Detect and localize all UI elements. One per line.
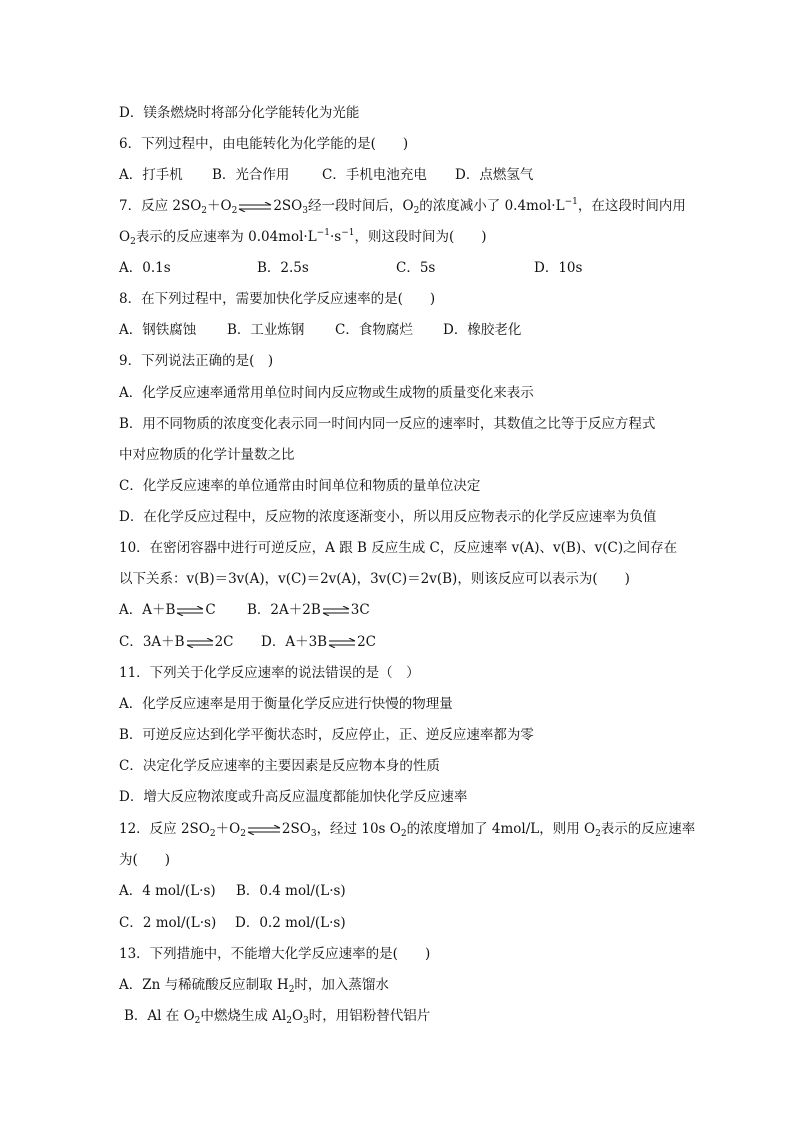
q12-option-d: D．0.2 mol/(L·s) xyxy=(235,915,346,931)
q7-stem-line1 xyxy=(119,196,686,216)
equilibrium-arrow-icon xyxy=(328,638,356,648)
q13-text: 时，用铝粉替代铝片 xyxy=(308,1008,431,1024)
q9-option-d: D．在化学反应过程中，反应物的浓度逐渐变小，所以用反应物表示的化学反应速率为负值 xyxy=(119,509,657,525)
q10-option-b xyxy=(247,600,370,620)
q7-text: 经一段时间后，O xyxy=(307,198,414,214)
q12-text: 表示的反应速率 xyxy=(600,821,696,837)
q13-text: 时，加入蒸馏水 xyxy=(294,977,389,993)
q10-option-d-right: 2C xyxy=(357,634,377,650)
q6-option-c: C．手机电池充电 xyxy=(322,167,427,183)
q12-text: ＋O xyxy=(215,821,241,837)
equilibrium-arrow-icon xyxy=(238,202,272,212)
equilibrium-arrow-icon xyxy=(176,606,204,616)
subscript: 2 xyxy=(595,829,601,839)
subscript: 3 xyxy=(310,829,317,839)
q13-text: B．Al 在 O xyxy=(124,1008,195,1024)
q10-option-b-right: 3C xyxy=(350,602,370,618)
q12-text: 2SO xyxy=(281,821,311,837)
q13-option-a xyxy=(119,975,389,995)
q7-text: 表示的反应速率为 0.04mol·L xyxy=(135,229,317,245)
q10-option-c-left: C．3A＋B xyxy=(119,634,185,650)
q8-stem: 8．在下列过程中，需要加快化学反应速率的是( ) xyxy=(119,291,436,307)
q5-option-d: D．镁条燃烧时将部分化学能转化为光能 xyxy=(119,105,360,121)
superscript: −1 xyxy=(564,197,578,207)
subscript: 3 xyxy=(303,1016,309,1026)
q13-stem: 13．下列措施中，不能增大化学反应速率的是( ) xyxy=(119,946,431,962)
subscript: 2 xyxy=(413,206,420,216)
subscript: 2 xyxy=(400,829,407,839)
q10-stem-line2: 以下关系：v(B)＝3v(A)，v(C)＝2v(A)，3v(C)＝2v(B)，则该反应可以表示为( ) xyxy=(119,571,630,587)
equilibrium-arrow-icon xyxy=(247,825,281,835)
q6-option-b: B．光合作用 xyxy=(212,167,290,183)
q6-stem: 6．下列过程中，由电能转化为化学能的是( ) xyxy=(119,136,409,152)
q7-text: ·s xyxy=(329,229,342,245)
q7-option-b: B．2.5s xyxy=(257,260,309,276)
q12-text: ，经过 10s O xyxy=(316,821,401,837)
q7-text: O xyxy=(119,229,131,245)
q8-option-d: D．橡胶老化 xyxy=(443,322,522,338)
q10-option-b-left: B．2A＋2B xyxy=(247,602,321,618)
q12-option-a: A．4 mol/(L·s) xyxy=(119,883,216,899)
q6-option-a: A．打手机 xyxy=(119,167,183,183)
q10-option-c-right: 2C xyxy=(214,634,234,650)
q8-option-a: A．钢铁腐蚀 xyxy=(119,322,197,338)
q13-text: A．Zn 与稀硫酸反应制取 H xyxy=(119,977,289,993)
subscript: 2 xyxy=(231,206,238,216)
q12-option-c: C．2 mol/(L·s) xyxy=(119,915,217,931)
q7-text: 的浓度减小了 0.4mol·L xyxy=(419,198,565,214)
subscript: 2 xyxy=(209,829,216,839)
q7-text: ，在这段时间内用 xyxy=(577,198,686,214)
q9-option-a: A．化学反应速率通常用单位时间内反应物或生成物的质量变化来表示 xyxy=(119,385,534,401)
q9-option-b: B．用不同物质的浓度变化表示同一时间内同一反应的速率时，其数值之比等于反应方程式 xyxy=(119,416,656,432)
q11-stem: 11．下列关于化学反应速率的说法错误的是（ ） xyxy=(119,665,420,681)
q9-stem: 9．下列说法正确的是( ) xyxy=(119,353,274,369)
q8-option-c: C．食物腐烂 xyxy=(335,322,413,338)
q12-option-b: B．0.4 mol/(L·s) xyxy=(236,883,346,899)
q7-option-a: A．0.1s xyxy=(119,260,171,276)
q13-option-b xyxy=(124,1006,430,1026)
q10-option-d xyxy=(261,632,376,652)
q7-text: ＋O xyxy=(207,198,232,214)
superscript: −1 xyxy=(316,228,330,238)
q7-text: 2SO xyxy=(273,198,303,214)
subscript: 2 xyxy=(240,829,246,839)
q9-option-b-cont: 中对应物质的化学计量数之比 xyxy=(119,447,295,463)
q11-option-c: C．决定化学反应速率的主要因素是反应物本身的性质 xyxy=(119,758,440,774)
q11-option-a: A．化学反应速率是用于衡量化学反应进行快慢的物理量 xyxy=(119,696,453,712)
superscript: −1 xyxy=(341,228,355,238)
q10-stem-line1: 10．在密闭容器中进行可逆反应，A 跟 B 反应生成 C，反应速率 v(A)、v(B)、v(C)之间存在 xyxy=(119,540,678,556)
q12-stem-line2: 为( ) xyxy=(119,852,171,868)
subscript: 2 xyxy=(286,1016,292,1026)
q11-option-d: D．增大反应物浓度或升高反应温度都能加快化学反应速率 xyxy=(119,789,468,805)
q10-option-a xyxy=(119,600,216,620)
q9-option-c: C．化学反应速率的单位通常由时间单位和物质的量单位决定 xyxy=(119,478,481,494)
q11-option-b: B．可逆反应达到化学平衡状态时，反应停止，正、逆反应速率都为零 xyxy=(119,727,534,743)
q12-text: 的浓度增加了 4mol/L，则用 O xyxy=(406,821,596,837)
q13-text: O xyxy=(291,1008,304,1024)
q7-stem-line2 xyxy=(119,227,487,247)
q7-text: 7．反应 2SO xyxy=(119,198,202,214)
q13-text: 中燃烧生成 Al xyxy=(200,1008,287,1024)
q10-option-c xyxy=(119,632,234,652)
q12-text: 12．反应 2SO xyxy=(119,821,210,837)
q8-option-b: B．工业炼钢 xyxy=(227,322,305,338)
q10-option-a-left: A．A＋B xyxy=(119,602,176,618)
subscript: 2 xyxy=(288,985,295,995)
q10-option-d-left: D．A＋3B xyxy=(261,634,328,650)
q7-text: ，则这段时间为( ) xyxy=(354,229,487,245)
equilibrium-arrow-icon xyxy=(322,606,350,616)
q7-option-d: D．10s xyxy=(534,260,583,276)
q12-stem-line1 xyxy=(119,819,695,839)
q6-option-d: D．点燃氢气 xyxy=(455,167,534,183)
subscript: 2 xyxy=(201,206,208,216)
q7-option-c: C．5s xyxy=(396,260,436,276)
equilibrium-arrow-icon xyxy=(186,638,214,648)
subscript: 3 xyxy=(302,206,308,216)
q10-option-a-right: C xyxy=(205,602,216,618)
subscript: 2 xyxy=(194,1016,201,1026)
subscript: 2 xyxy=(130,237,136,247)
